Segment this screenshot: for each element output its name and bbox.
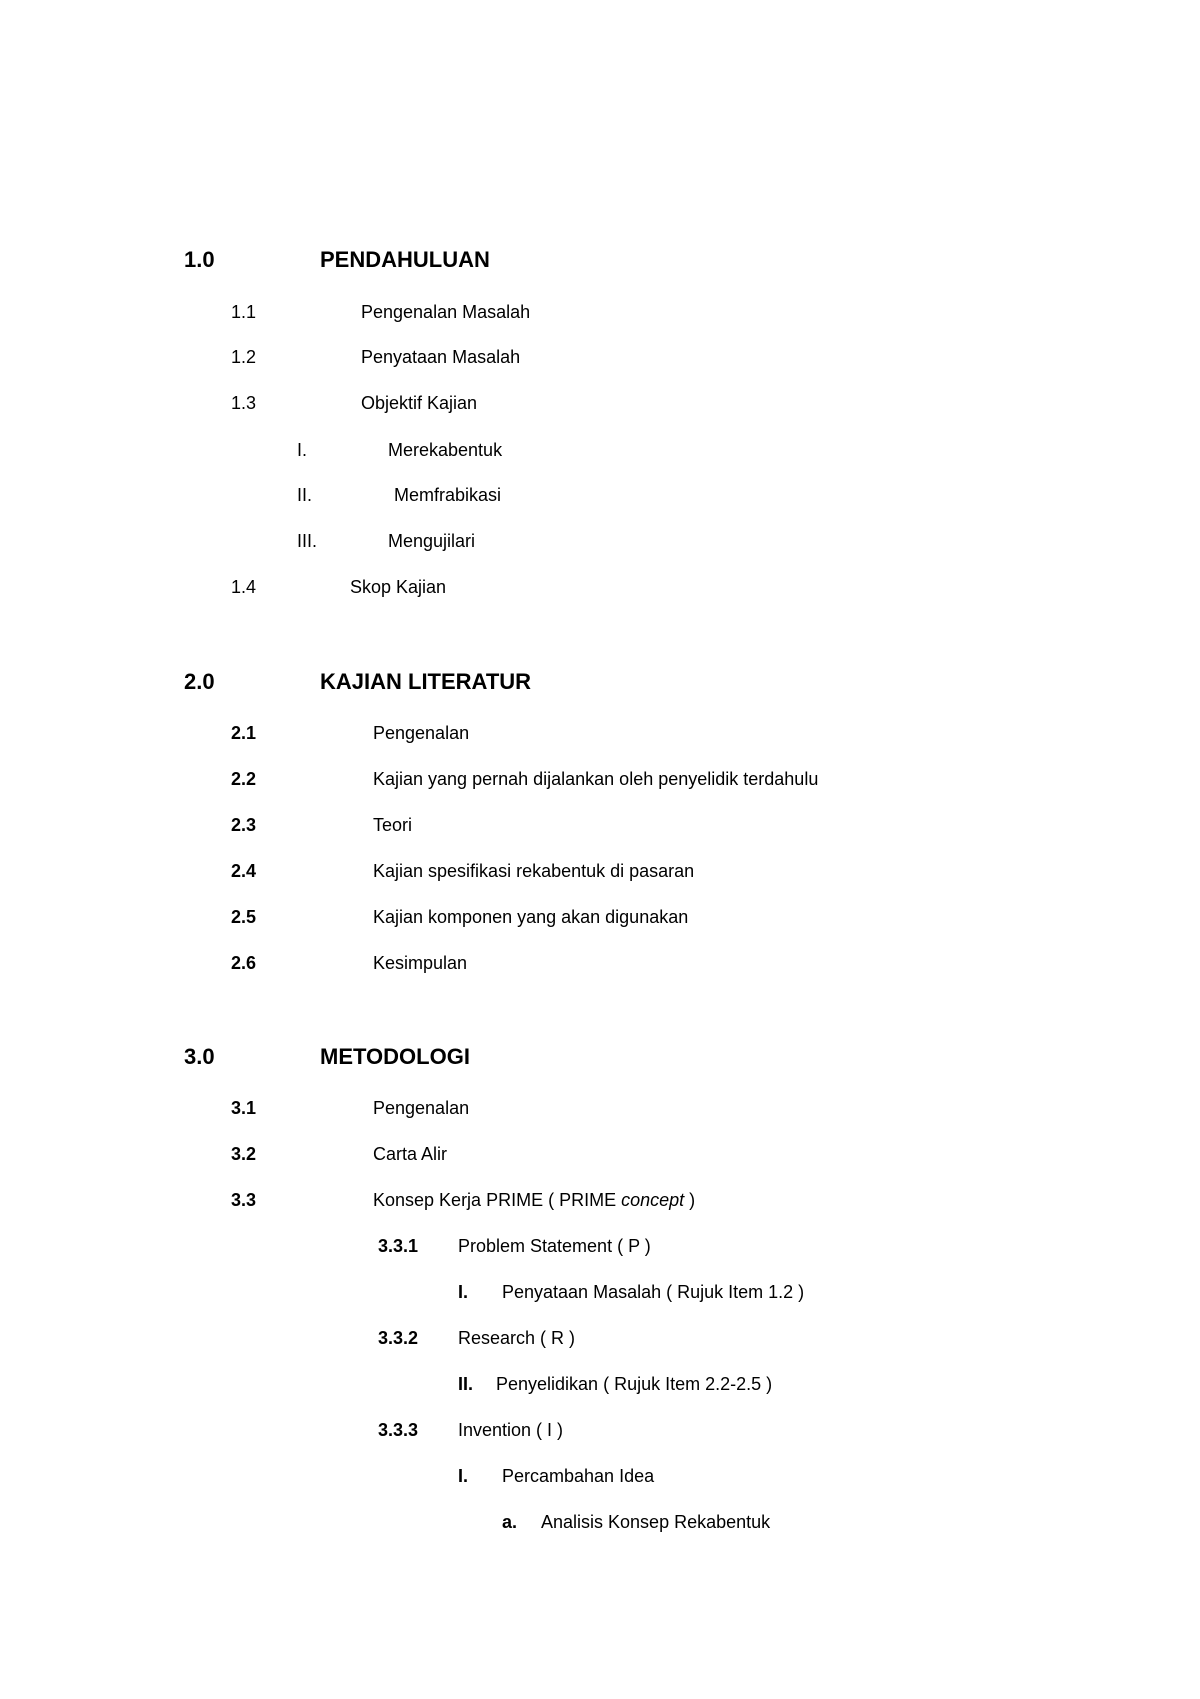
item-number: 2.1 [231, 723, 257, 743]
item-text: Objektif Kajian [361, 393, 478, 413]
toc-item-3-1 [0, 1092, 1200, 1124]
item-number: 2.2 [231, 769, 257, 789]
toc-item-2-6 [0, 947, 1200, 979]
toc-item-2-5 [0, 901, 1200, 933]
item-number: 3.1 [231, 1098, 257, 1118]
item-number: 2.4 [231, 861, 257, 881]
toc-item-1-3 [0, 387, 1200, 419]
subsubsubitem-text: Analisis Konsep Rekabentuk [541, 1512, 771, 1532]
subitem-number: 3.3.3 [378, 1420, 419, 1440]
item-text: Kajian spesifikasi rekabentuk di pasaran [373, 861, 695, 881]
section-heading-1 [0, 244, 1200, 276]
item-text: Pengenalan [373, 1098, 470, 1118]
toc-item-1-4 [0, 571, 1200, 603]
item-number: 3.2 [231, 1144, 257, 1164]
subitem-number: I. [297, 440, 308, 460]
subitem-text: Problem Statement ( P ) [458, 1236, 651, 1256]
item-text: Kajian komponen yang akan digunakan [373, 907, 689, 927]
toc-item-3-2 [0, 1138, 1200, 1170]
toc-subsubitem-3-3-3-i [0, 1460, 1200, 1492]
section-heading-3 [0, 1041, 1200, 1073]
item-number: 1.1 [231, 302, 257, 322]
toc-item-2-2 [0, 763, 1200, 795]
item-number: 1.4 [231, 577, 257, 597]
item-text: Pengenalan [373, 723, 470, 743]
item-text-prefix: Konsep Kerja PRIME ( PRIME [373, 1190, 622, 1210]
toc-item-1-1 [0, 296, 1200, 328]
section-title: PENDAHULUAN [320, 247, 490, 272]
toc-subitem-1-3-iii [0, 525, 1200, 557]
toc-item-3-3 [0, 1184, 1200, 1216]
item-number: 3.3 [231, 1190, 257, 1210]
toc-item-2-1 [0, 717, 1200, 749]
item-text: Penyataan Masalah [361, 347, 521, 367]
subsubitem-text: Penyelidikan ( Rujuk Item 2.2-2.5 ) [496, 1374, 773, 1394]
subitem-text: Memfrabikasi [394, 485, 502, 505]
toc-subitem-3-3-1 [0, 1230, 1200, 1262]
subitem-text: Merekabentuk [388, 440, 503, 460]
toc-item-2-3 [0, 809, 1200, 841]
toc-item-2-4 [0, 855, 1200, 887]
item-number: 2.3 [231, 815, 257, 835]
item-text-suffix: ) [684, 1190, 696, 1210]
toc-item-1-2 [0, 341, 1200, 373]
section-number: 1.0 [184, 247, 215, 272]
subsubitem-number: I. [458, 1466, 469, 1486]
item-text: Kesimpulan [373, 953, 468, 973]
toc-subitem-3-3-2 [0, 1322, 1200, 1354]
item-text-italic: concept [621, 1190, 685, 1210]
section-number: 3.0 [184, 1044, 215, 1069]
subsubitem-text: Penyataan Masalah ( Rujuk Item 1.2 ) [502, 1282, 805, 1302]
item-number: 1.2 [231, 347, 257, 367]
subitem-text: Mengujilari [388, 531, 476, 551]
subitem-text: Research ( R ) [458, 1328, 576, 1348]
item-text: Carta Alir [373, 1144, 448, 1164]
item-number: 2.6 [231, 953, 257, 973]
item-text [373, 1184, 695, 1216]
toc-subsubitem-3-3-2-ii [0, 1368, 1200, 1400]
item-text: Skop Kajian [350, 577, 447, 597]
subitem-number: II. [297, 485, 313, 505]
section-heading-2 [0, 666, 1200, 698]
subitem-text: Invention ( I ) [458, 1420, 564, 1440]
item-text: Teori [373, 815, 413, 835]
toc-subsubsubitem-3-3-3-i-a [0, 1506, 1200, 1538]
toc-subsubitem-3-3-1-i [0, 1276, 1200, 1308]
subsubitem-text: Percambahan Idea [502, 1466, 655, 1486]
item-text: Pengenalan Masalah [361, 302, 531, 322]
section-title: KAJIAN LITERATUR [320, 669, 532, 694]
toc-subitem-3-3-3 [0, 1414, 1200, 1446]
subitem-number: III. [297, 531, 318, 551]
section-title: METODOLOGI [320, 1044, 470, 1069]
subsubitem-number: II. [458, 1374, 474, 1394]
subitem-number: 3.3.2 [378, 1328, 419, 1348]
toc-subitem-1-3-ii [0, 479, 1200, 511]
item-text: Kajian yang pernah dijalankan oleh penyelidik terdahulu [373, 769, 819, 789]
subsubsubitem-number: a. [502, 1512, 518, 1532]
toc-subitem-1-3-i [0, 434, 1200, 466]
subsubitem-number: I. [458, 1282, 469, 1302]
item-number: 1.3 [231, 393, 257, 413]
item-number: 2.5 [231, 907, 257, 927]
subitem-number: 3.3.1 [378, 1236, 419, 1256]
section-number: 2.0 [184, 669, 215, 694]
